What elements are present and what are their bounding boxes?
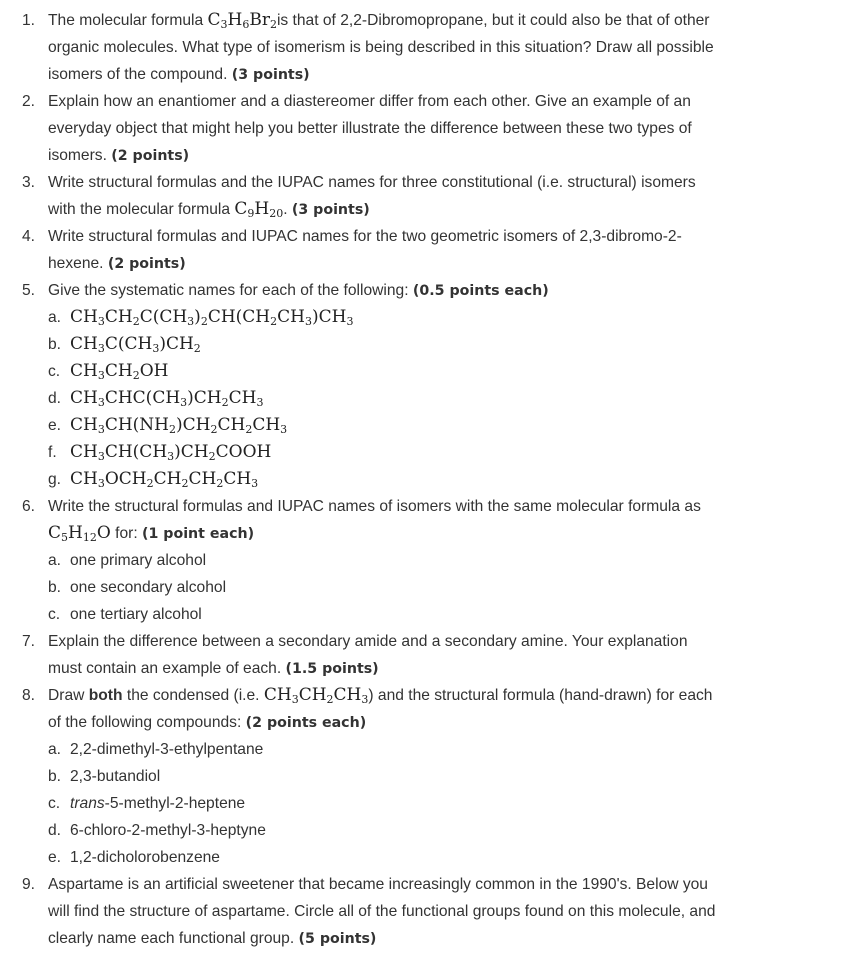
q2-points: (2 points) bbox=[111, 148, 190, 164]
q9-points: (5 points) bbox=[298, 931, 377, 947]
q8-text-pre: Draw bbox=[48, 687, 85, 704]
q4-number: 4. bbox=[22, 228, 36, 245]
q5-item-g bbox=[0, 466, 850, 493]
q8-formula: $CH_3CH_2CH_3$ bbox=[263, 685, 369, 706]
q6-number: 6. bbox=[22, 498, 36, 515]
q8-item-a bbox=[0, 736, 850, 763]
q5-line-1 bbox=[0, 277, 850, 304]
q4-text-1: Write structural formulas and IUPAC names for the two geometric isomers of 2,3-dibromo-2- bbox=[48, 228, 682, 245]
q8-item-text: 2,2-dimethyl-3-ethylpentane bbox=[70, 741, 264, 758]
q6-item-c bbox=[0, 601, 850, 628]
q8-item-label: d. bbox=[48, 822, 62, 839]
q2-line-3 bbox=[0, 142, 850, 169]
q5-item-label: a. bbox=[48, 309, 62, 326]
q2-line-1 bbox=[0, 88, 850, 115]
q6-item-text: one tertiary alcohol bbox=[70, 606, 202, 623]
q8-item-c bbox=[0, 790, 850, 817]
q5-text-1: Give the systematic names for each of the following: bbox=[48, 282, 409, 299]
q1-text-post: is that of 2,2-Dibromopropane, but it could also be that of other bbox=[276, 12, 710, 29]
q6-item-text: one secondary alcohol bbox=[70, 579, 227, 596]
q9-text-1: Aspartame is an artificial sweetener that became increasingly common in the 1990's. Below you bbox=[48, 876, 708, 893]
q9-number: 9. bbox=[22, 876, 36, 893]
q6-formula: $C_5H_{12}O$ bbox=[48, 523, 111, 544]
q5-item-label: b. bbox=[48, 336, 62, 353]
q1-line-3 bbox=[0, 61, 850, 88]
q6-line-1 bbox=[0, 493, 850, 520]
q1-line-2 bbox=[0, 34, 850, 61]
q1-line-1 bbox=[0, 7, 850, 34]
q8-line-1 bbox=[0, 682, 850, 709]
q8-item-label: a. bbox=[48, 741, 62, 758]
q5-item-label: e. bbox=[48, 417, 62, 434]
q6-points: (1 point each) bbox=[142, 526, 255, 542]
q6-item-b bbox=[0, 574, 850, 601]
q1-text-2: organic molecules. What type of isomerism is being described in this situation? Draw all possible bbox=[48, 39, 714, 56]
q5-item-d bbox=[0, 385, 850, 412]
q2-text-2: everyday object that might help you better illustrate the difference between these two types of bbox=[48, 120, 692, 137]
q6-text-1: Write the structural formulas and IUPAC names of isomers with the same molecular formula as bbox=[48, 498, 701, 515]
q8-text-mid: the condensed (i.e. bbox=[126, 687, 260, 704]
q1-text-3: isomers of the compound. bbox=[48, 66, 228, 83]
q9-line-2 bbox=[0, 898, 850, 925]
q5-item-label: c. bbox=[48, 363, 61, 380]
q8-number: 8. bbox=[22, 687, 36, 704]
q2-line-2 bbox=[0, 115, 850, 142]
q3-points: (3 points) bbox=[291, 202, 370, 218]
q5-item-formula: $CH_3CH(NH_2)CH_2CH_2CH_3$ bbox=[70, 415, 288, 436]
q7-line-2 bbox=[0, 655, 850, 682]
q5-item-label: g. bbox=[48, 471, 62, 488]
q1-points: (3 points) bbox=[231, 67, 310, 83]
q3-line-1 bbox=[0, 169, 850, 196]
q5-item-label: f. bbox=[48, 444, 57, 461]
q1-formula: $C_3H_6Br_2$ bbox=[207, 10, 277, 31]
q7-line-1 bbox=[0, 628, 850, 655]
q3-formula: $C_9H_{20}$ bbox=[234, 199, 284, 220]
q8-item-italic: trans bbox=[70, 795, 105, 812]
q4-line-1 bbox=[0, 223, 850, 250]
q7-points: (1.5 points) bbox=[285, 661, 379, 677]
q9-line-1 bbox=[0, 871, 850, 898]
q3-line-2: with the molecular formula $C_9H_{20}$. (3 points) bbox=[48, 199, 370, 220]
q6-text-2: for: bbox=[115, 525, 138, 542]
q5-item-formula: $CH_3OCH_2CH_2CH_2CH_3$ bbox=[70, 469, 259, 490]
q8-item-e bbox=[0, 844, 850, 871]
q5-item-formula: $CH_3CH_2OH$ bbox=[70, 361, 169, 382]
q6-item-label: b. bbox=[48, 579, 62, 596]
q8-item-d bbox=[0, 817, 850, 844]
q4-text-2: hexene. bbox=[48, 255, 104, 272]
q6-line-2 bbox=[0, 520, 850, 547]
q3-text-2: with the molecular formula bbox=[48, 201, 231, 218]
q1-text-pre: The molecular formula bbox=[48, 12, 204, 29]
q9-line-3 bbox=[0, 925, 850, 952]
q5-item-c bbox=[0, 358, 850, 385]
q5-item-label: d. bbox=[48, 390, 62, 407]
q5-item-e bbox=[0, 412, 850, 439]
q8-points: (2 points each) bbox=[245, 715, 367, 731]
q5-item-formula: $CH_3CH(CH_3)CH_2COOH$ bbox=[70, 442, 272, 463]
q4-line-2 bbox=[0, 250, 850, 277]
q4-points: (2 points) bbox=[107, 256, 186, 272]
q5-item-f bbox=[0, 439, 850, 466]
q9-text-3: clearly name each functional group. bbox=[48, 930, 295, 947]
q7-number: 7. bbox=[22, 633, 36, 650]
q7-text-2: must contain an example of each. bbox=[48, 660, 282, 677]
q2-text-3: isomers. bbox=[48, 147, 107, 164]
q2-number: 2. bbox=[22, 93, 36, 110]
q5-item-formula: $CH_3C(CH_3)CH_2$ bbox=[70, 334, 201, 355]
q8-text-bold: both bbox=[88, 687, 123, 704]
q5-item-formula: $CH_3CHC(CH_3)CH_2CH_3$ bbox=[70, 388, 264, 409]
q8-line-2 bbox=[0, 709, 850, 736]
q6-item-a bbox=[0, 547, 850, 574]
q5-item-b bbox=[0, 331, 850, 358]
q7-text-1: Explain the difference between a secondary amide and a secondary amine. Your explanation bbox=[48, 633, 688, 650]
q5-item-formula: $CH_3CH_2C(CH_3)_2CH(CH_2CH_3)CH_3$ bbox=[70, 307, 354, 328]
q5-item-a bbox=[0, 304, 850, 331]
q8-item-text: -5-methyl-2-heptene bbox=[104, 795, 246, 812]
q6-item-label: a. bbox=[48, 552, 62, 569]
q1-number: 1. bbox=[22, 12, 36, 29]
q8-item-text: 6-chloro-2-methyl-3-heptyne bbox=[70, 822, 266, 839]
q5-points: (0.5 points each) bbox=[412, 283, 549, 299]
q3-text-1: Write structural formulas and the IUPAC names for three constitutional (i.e. structural) isomers bbox=[48, 174, 696, 191]
q8-item-text: 1,2-dicholorobenzene bbox=[70, 849, 220, 866]
q8-item-b bbox=[0, 763, 850, 790]
q8-item-label: b. bbox=[48, 768, 62, 785]
q8-item-text: 2,3-butandiol bbox=[70, 768, 161, 785]
q5-number: 5. bbox=[22, 282, 36, 299]
q3-number: 3. bbox=[22, 174, 36, 191]
q6-item-text: one primary alcohol bbox=[70, 552, 207, 569]
q9-text-2: will find the structure of aspartame. Circle all of the functional groups found on this molecule, and bbox=[48, 903, 716, 920]
q8-item-label: e. bbox=[48, 849, 62, 866]
q8-item-label: c. bbox=[48, 795, 61, 812]
q8-text-2: of the following compounds: bbox=[48, 714, 242, 731]
q6-item-label: c. bbox=[48, 606, 61, 623]
q2-text-1: Explain how an enantiomer and a diastereomer differ from each other. Give an example of an bbox=[48, 93, 691, 110]
q8-text-post: ) and the structural formula (hand-drawn) for each bbox=[368, 687, 713, 704]
